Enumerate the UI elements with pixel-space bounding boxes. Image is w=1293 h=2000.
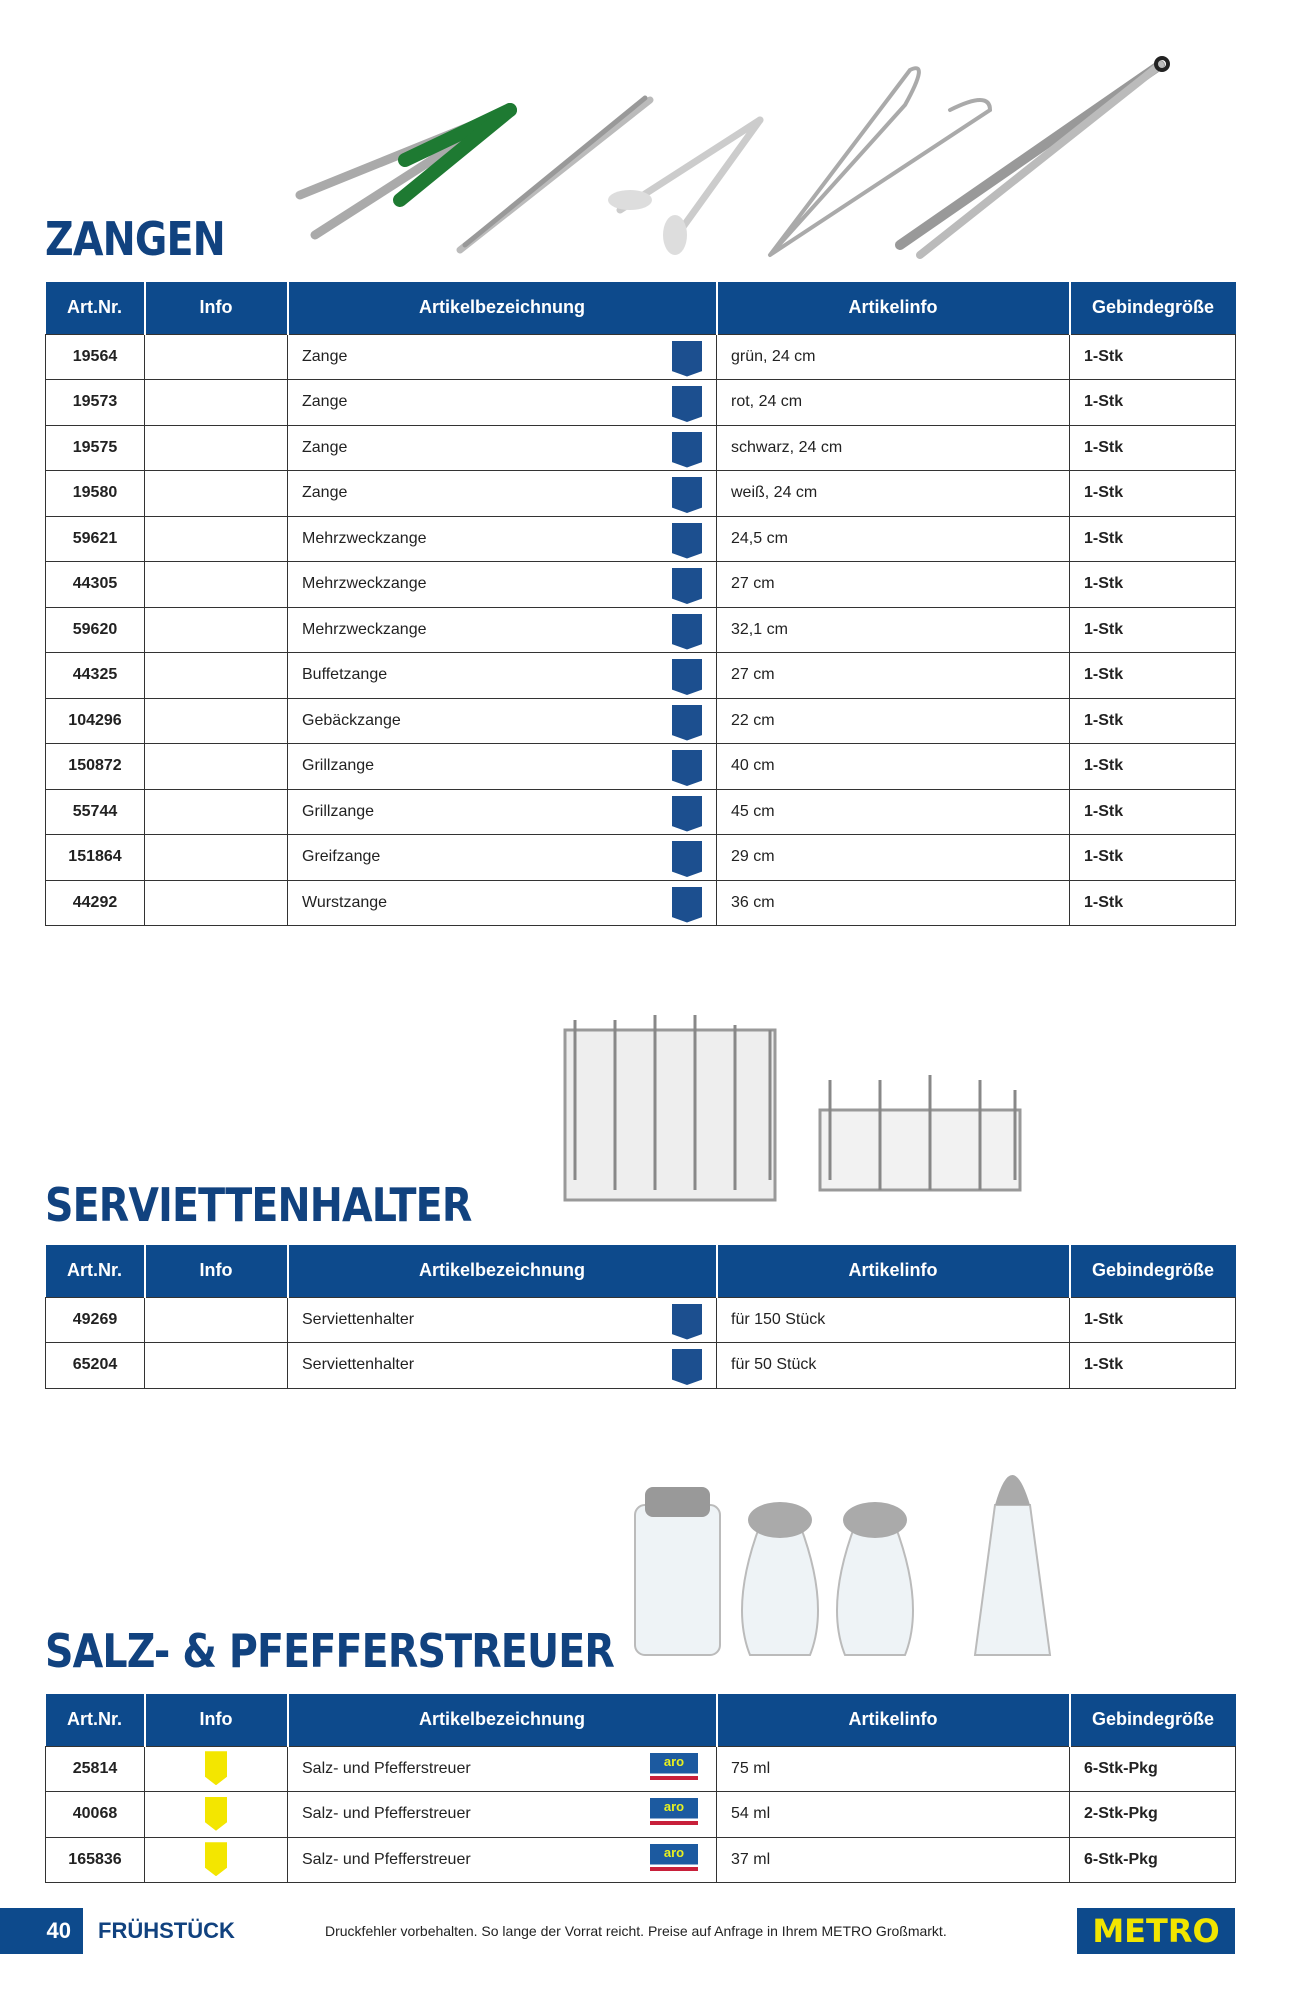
article-name-cell <box>288 789 717 835</box>
page-number: 40 <box>0 1908 83 1954</box>
info-cell <box>145 607 288 653</box>
info-cell <box>145 562 288 608</box>
metro-professional-brand-icon <box>672 1349 702 1385</box>
info-cell <box>145 334 288 380</box>
package-size: 1-Stk <box>1070 880 1236 926</box>
article-name: Salz- und Pfefferstreuer <box>302 1805 471 1823</box>
napkin-holders-image <box>555 980 1035 1220</box>
table-row <box>46 334 1236 380</box>
metro-professional-brand-icon <box>672 887 702 923</box>
article-name: Wurstzange <box>302 893 388 911</box>
metro-professional-brand-icon <box>672 386 702 422</box>
table-row <box>46 380 1236 426</box>
table-row <box>46 653 1236 699</box>
table-row <box>46 1343 1236 1389</box>
package-size: 1-Stk <box>1070 607 1236 653</box>
article-name-cell <box>288 835 717 881</box>
article-name: Zange <box>302 347 348 365</box>
package-size: 1-Stk <box>1070 380 1236 426</box>
article-name: Gebäckzange <box>302 711 401 729</box>
article-info: grün, 24 cm <box>717 334 1070 380</box>
column-header: Art.Nr. <box>46 1245 145 1297</box>
info-cell <box>145 1837 288 1883</box>
header-row <box>46 282 1236 334</box>
package-size: 1-Stk <box>1070 471 1236 517</box>
article-name: Zange <box>302 438 348 456</box>
article-name: Mehrzweckzange <box>302 529 427 547</box>
article-number: 104296 <box>46 698 145 744</box>
article-number: 55744 <box>46 789 145 835</box>
package-size: 1-Stk <box>1070 698 1236 744</box>
package-size: 1-Stk <box>1070 1297 1236 1343</box>
article-number: 19580 <box>46 471 145 517</box>
package-size: 1-Stk <box>1070 334 1236 380</box>
article-name: Grillzange <box>302 757 375 775</box>
article-name: Zange <box>302 393 348 411</box>
column-header: Art.Nr. <box>46 1694 145 1746</box>
table-row <box>46 471 1236 517</box>
article-info: schwarz, 24 cm <box>717 425 1070 471</box>
metro-professional-brand-icon <box>672 614 702 650</box>
table-row <box>46 1297 1236 1343</box>
package-size: 1-Stk <box>1070 789 1236 835</box>
info-cell <box>145 425 288 471</box>
column-header: Artikelbezeichnung <box>288 1694 717 1746</box>
article-name: Greifzange <box>302 848 381 866</box>
tip-badge-icon <box>205 1797 227 1831</box>
package-size: 6-Stk-Pkg <box>1070 1746 1236 1792</box>
metro-professional-brand-icon <box>672 796 702 832</box>
shakers-image <box>630 1445 1080 1665</box>
article-name-cell <box>288 380 717 426</box>
article-number: 151864 <box>46 835 145 881</box>
article-info: 36 cm <box>717 880 1070 926</box>
metro-professional-brand-icon <box>672 1304 702 1340</box>
article-info: 27 cm <box>717 562 1070 608</box>
package-size: 1-Stk <box>1070 744 1236 790</box>
package-size: 1-Stk <box>1070 653 1236 699</box>
serviettenhalter-table <box>45 1245 1236 1389</box>
column-header: Artikelbezeichnung <box>288 1245 717 1297</box>
article-number: 19575 <box>46 425 145 471</box>
package-size: 1-Stk <box>1070 516 1236 562</box>
article-name-cell <box>288 1792 717 1838</box>
metro-professional-brand-icon <box>672 841 702 877</box>
article-info: 54 ml <box>717 1792 1070 1838</box>
article-name: Zange <box>302 484 348 502</box>
article-name-cell <box>288 1343 717 1389</box>
column-header: Artikelinfo <box>717 1694 1070 1746</box>
metro-professional-brand-icon <box>672 432 702 468</box>
column-header: Info <box>145 282 288 334</box>
footer-disclaimer: Druckfehler vorbehalten. So lange der Vorrat reicht. Preise auf Anfrage in Ihrem METRO Großmarkt. <box>325 1923 947 1939</box>
article-number: 59620 <box>46 607 145 653</box>
article-name-cell <box>288 880 717 926</box>
article-number: 40068 <box>46 1792 145 1838</box>
section-title-zangen: ZANGEN <box>45 212 225 266</box>
table-row <box>46 789 1236 835</box>
article-info: für 150 Stück <box>717 1297 1070 1343</box>
info-cell <box>145 471 288 517</box>
article-name-cell <box>288 471 717 517</box>
info-cell <box>145 698 288 744</box>
article-info: rot, 24 cm <box>717 380 1070 426</box>
column-header: Info <box>145 1245 288 1297</box>
metro-professional-brand-icon <box>672 750 702 786</box>
article-name: Mehrzweckzange <box>302 620 427 638</box>
article-number: 25814 <box>46 1746 145 1792</box>
package-size: 1-Stk <box>1070 1343 1236 1389</box>
article-name: Grillzange <box>302 802 375 820</box>
table-row <box>46 607 1236 653</box>
article-info: 27 cm <box>717 653 1070 699</box>
article-name-cell <box>288 698 717 744</box>
info-cell <box>145 516 288 562</box>
article-info: weiß, 24 cm <box>717 471 1070 517</box>
article-info: 40 cm <box>717 744 1070 790</box>
table-row <box>46 880 1236 926</box>
article-info: 29 cm <box>717 835 1070 881</box>
article-number: 44325 <box>46 653 145 699</box>
column-header: Gebindegröße <box>1070 1694 1236 1746</box>
tip-badge-icon <box>205 1751 227 1785</box>
metro-professional-brand-icon <box>672 341 702 377</box>
aro-brand-icon: aro <box>650 1844 698 1878</box>
article-info: für 50 Stück <box>717 1343 1070 1389</box>
article-name-cell <box>288 516 717 562</box>
column-header: Artikelbezeichnung <box>288 282 717 334</box>
info-cell <box>145 744 288 790</box>
article-name-cell <box>288 744 717 790</box>
metro-professional-brand-icon <box>672 705 702 741</box>
info-cell <box>145 653 288 699</box>
article-number: 150872 <box>46 744 145 790</box>
info-cell <box>145 1792 288 1838</box>
table-row <box>46 1837 1236 1883</box>
article-name: Mehrzweckzange <box>302 575 427 593</box>
column-header: Info <box>145 1694 288 1746</box>
article-name: Salz- und Pfefferstreuer <box>302 1850 471 1868</box>
section-title-serviettenhalter: SERVIETTENHALTER <box>45 1178 472 1232</box>
article-info: 45 cm <box>717 789 1070 835</box>
salz-pfefferstreuer-table <box>45 1694 1236 1883</box>
column-header: Gebindegröße <box>1070 282 1236 334</box>
table-row <box>46 698 1236 744</box>
metro-professional-brand-icon <box>672 659 702 695</box>
article-number: 165836 <box>46 1837 145 1883</box>
article-name-cell <box>288 607 717 653</box>
metro-professional-brand-icon <box>672 568 702 604</box>
header-row <box>46 1694 1236 1746</box>
package-size: 1-Stk <box>1070 562 1236 608</box>
column-header: Artikelinfo <box>717 1245 1070 1297</box>
metro-logo: METRO <box>1077 1908 1235 1954</box>
article-number: 19564 <box>46 334 145 380</box>
article-info: 24,5 cm <box>717 516 1070 562</box>
article-name: Buffetzange <box>302 666 388 684</box>
article-name: Serviettenhalter <box>302 1356 415 1374</box>
info-cell <box>145 1343 288 1389</box>
info-cell <box>145 835 288 881</box>
article-name-cell <box>288 562 717 608</box>
zangen-table <box>45 282 1236 926</box>
info-cell <box>145 1297 288 1343</box>
article-number: 44305 <box>46 562 145 608</box>
info-cell <box>145 789 288 835</box>
article-name-cell <box>288 1297 717 1343</box>
info-cell <box>145 880 288 926</box>
package-size: 2-Stk-Pkg <box>1070 1792 1236 1838</box>
aro-brand-icon: aro <box>650 1798 698 1832</box>
article-name: Salz- und Pfefferstreuer <box>302 1759 471 1777</box>
column-header: Gebindegröße <box>1070 1245 1236 1297</box>
table-row <box>46 516 1236 562</box>
article-name-cell <box>288 1837 717 1883</box>
table-row <box>46 562 1236 608</box>
article-name: Serviettenhalter <box>302 1310 415 1328</box>
table-row <box>46 425 1236 471</box>
article-number: 65204 <box>46 1343 145 1389</box>
table-row <box>46 1746 1236 1792</box>
article-name-cell <box>288 653 717 699</box>
article-number: 49269 <box>46 1297 145 1343</box>
table-row <box>46 1792 1236 1838</box>
article-name-cell <box>288 334 717 380</box>
article-number: 19573 <box>46 380 145 426</box>
tongs-image <box>290 50 1180 275</box>
article-info: 37 ml <box>717 1837 1070 1883</box>
aro-brand-icon: aro <box>650 1753 698 1787</box>
metro-professional-brand-icon <box>672 523 702 559</box>
info-cell <box>145 1746 288 1792</box>
article-name-cell <box>288 1746 717 1792</box>
article-info: 32,1 cm <box>717 607 1070 653</box>
article-number: 59621 <box>46 516 145 562</box>
tip-badge-icon <box>205 1842 227 1876</box>
header-row <box>46 1245 1236 1297</box>
article-info: 75 ml <box>717 1746 1070 1792</box>
package-size: 6-Stk-Pkg <box>1070 1837 1236 1883</box>
package-size: 1-Stk <box>1070 835 1236 881</box>
article-number: 44292 <box>46 880 145 926</box>
metro-professional-brand-icon <box>672 477 702 513</box>
column-header: Art.Nr. <box>46 282 145 334</box>
package-size: 1-Stk <box>1070 425 1236 471</box>
article-name-cell <box>288 425 717 471</box>
table-row <box>46 744 1236 790</box>
article-info: 22 cm <box>717 698 1070 744</box>
info-cell <box>145 380 288 426</box>
table-row <box>46 835 1236 881</box>
footer-section: FRÜHSTÜCK <box>98 1918 235 1943</box>
section-title-salz-pfefferstreuer: SALZ- & PFEFFERSTREUER <box>45 1624 614 1678</box>
column-header: Artikelinfo <box>717 282 1070 334</box>
